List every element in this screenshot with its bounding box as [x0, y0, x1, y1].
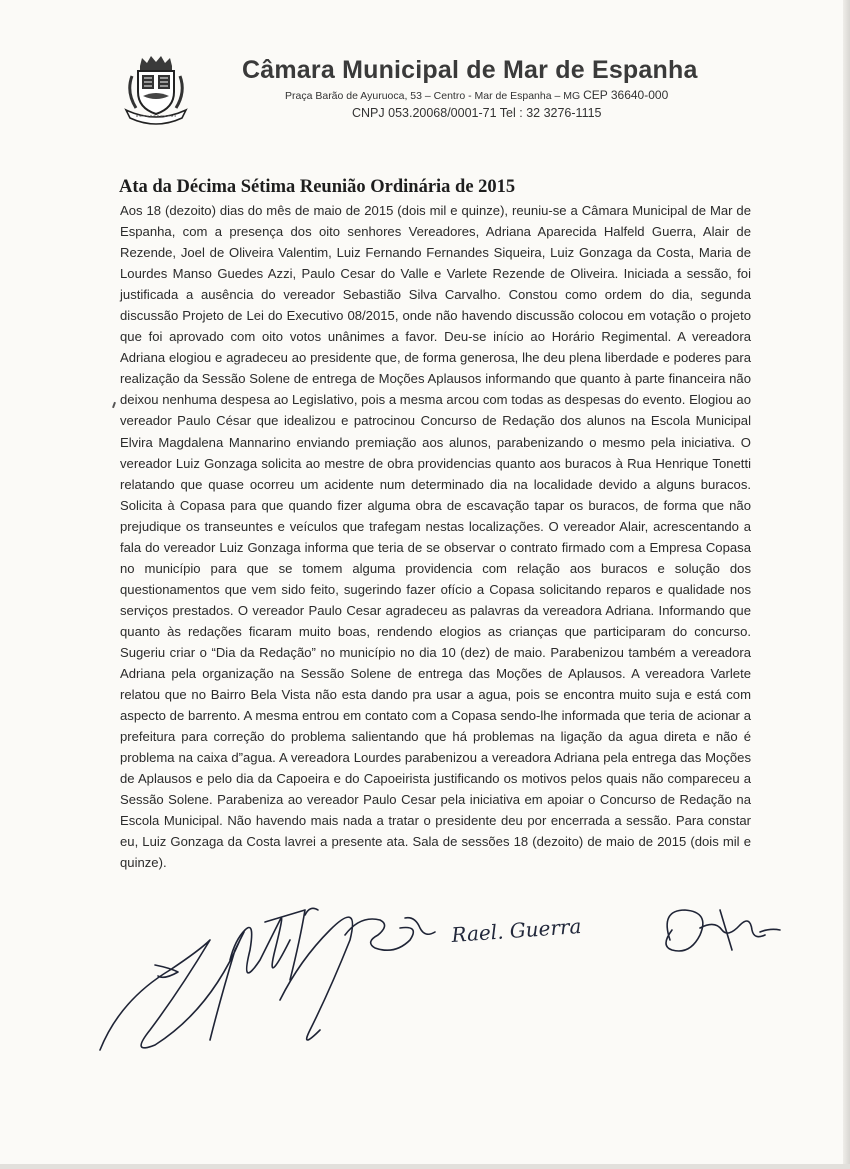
margin-mark: [112, 402, 116, 408]
address-text: Praça Barão de Ayuruoca, 53 – Centro - Mar de Espanha – MG: [285, 90, 581, 102]
cnpj-phone-line: CNPJ 053.20068/0001-71 Tel : 32 3276-1115: [352, 106, 602, 120]
page-bottom-edge: [0, 1164, 850, 1169]
minutes-body: Aos 18 (dezoito) dias do mês de maio de 2015 (dois mil e quinze), reuniu-se a Câmara Municipal de Mar de Espanha, com a presença dos oito senhores Vereadores, Adriana Aparecida Halfeld Guerra, Alair de Rezende, Joel de Oliveira Valentim, Luiz Fernando Fernandes Siqueira, Luiz Gonzaga da Costa, Maria de Lourdes Manso Guedes Azzi, Paulo Cesar do Valle e Varlete Rezende de Oliveira. Iniciada a sessão, foi justificada a ausência do vereador Sebastião Silva Carvalho. Constou como ordem do dia, segunda discussão Projeto de Lei do Executivo 08/2015, onde não havendo discussão colocou em votação o projeto que foi aprovado com oito votos unânimes a favor. Deu-se início ao Horário Regimental. A vereadora Adriana elogiou e agradeceu ao presidente que, de forma generosa, lhe deu plena liberdade e poderes para realização da Sessão Solene de entrega de Moções Aplausos informando que quanto à parte financeira não deixou nenhuma despesa ao Legislativo, pois a mesma arcou com todas as despesas do evento. Elogiou ao vereador Paulo César que idealizou e patrocinou Concurso de Redação dos alunos na Escola Municipal Elvira Magdalena Mannarino enviando premiação aos alunos, parabenizando o mesmo pela iniciativa. O vereador Luiz Gonzaga solicita ao mestre de obra providencias quanto aos buracos à Rua Henrique Tonetti relatando que quase ocorreu um acidente num determinado dia na localidade devido a alguns buracos. Solicita à Copasa para que quando fizer alguma obra de escavação tapar os buracos, de forma que não prejudique os transeuntes e veículos que trafegam nestas localizações. O vereador Alair, acrescentando a fala do vereador Luiz Gonzaga informa que teria de se observar o contrato firmado com a Empresa Copasa no município para que se tomem alguma providencia com relação aos buracos e solução dos questionamentos que vem sido feito, sugerindo fazer ofício a Copasa solicitando reparos e qualidade nos serviços prestados. O vereador Paulo Cesar agradeceu as palavras da vereadora Adriana. Informando que quanto às redações ficaram muito boas, rendendo elogios as crianças que participaram do concurso. Sugeriu criar o “Dia da Redação” no município no dia 10 (dez) de maio. Parabenizou também a vereadora Adriana pela organização na Sessão Solene de entrega das Moções de Aplausos. A vereadora Varlete relatou que no Bairro Bela Vista não esta dando pra usar a agua, pois se encontra muito suja e está com aspecto de barrento. A mesma entrou em contato com a Copasa sendo-lhe informada que teria de acionar a prefeitura para correção do problema salientando que há problemas na ligação da agua direta e não é problema na caixa d”agua. A vereadora Lourdes parabenizou a vereadora Adriana pela entrega das Moções de Aplausos e pelo dia da Capoeira e do Capoeirista justificando os motivos pelos quais não compareceu a Sessão Solene. Parabeniza ao vereador Paulo Cesar pela iniciativa em apoiar o Concurso de Redação na Escola Municipal. Não havendo mais nada a tratar o presidente deu por encerrada a sessão. Para constar eu, Luiz Gonzaga da Costa lavrei a presente ata. Sala de sessões 18 (dezoito) de maio de 2015 (dois mil e quinze).: [120, 203, 751, 871]
signature-text: Rael. Guerra: [450, 913, 583, 947]
minutes-title: Ata da Décima Sétima Reunião Ordinária de 2015: [119, 177, 516, 197]
handwritten-signatures: [60, 880, 820, 1070]
institution-address: [285, 88, 755, 102]
page-edge-shadow: [843, 0, 850, 1169]
institution-name: Câmara Municipal de Mar de Espanha: [242, 56, 698, 84]
municipal-crest-logo: [118, 52, 194, 128]
postal-code: CEP 36640-000: [583, 88, 669, 102]
